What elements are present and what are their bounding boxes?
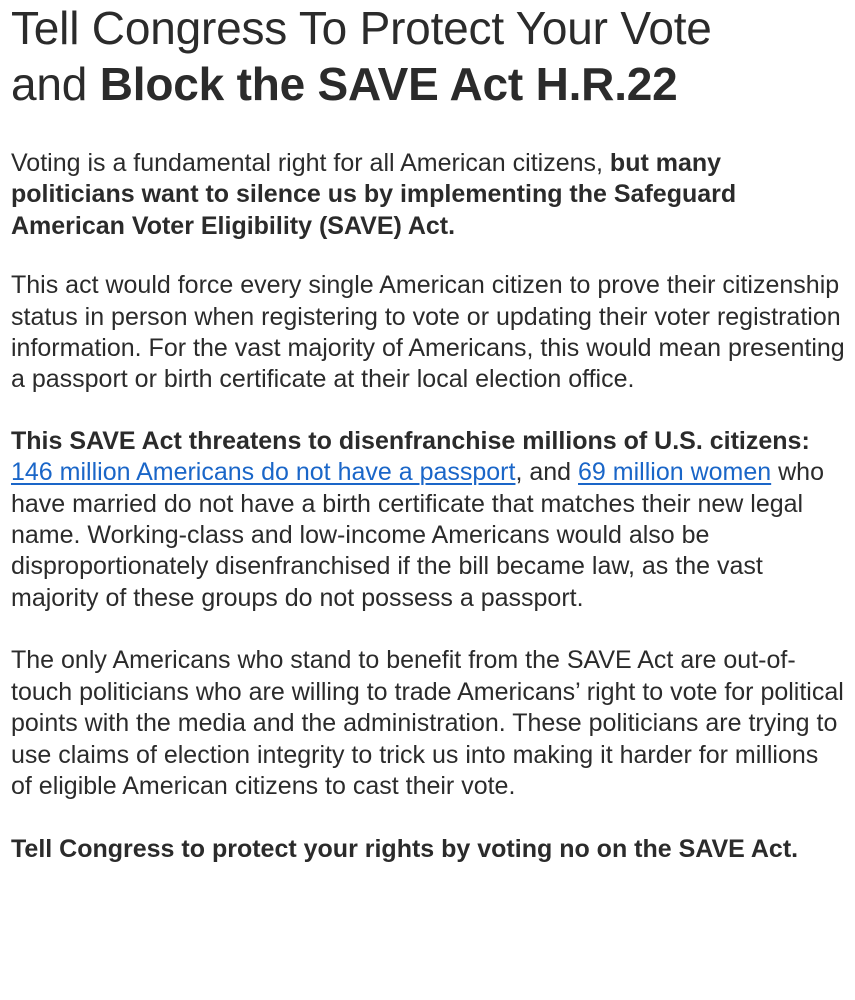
intro-paragraph [11,148,845,242]
headline-line-1: Tell Congress To Protect Your Vote [11,2,712,54]
beneficiaries-paragraph: The only Americans who stand to benefit from the SAVE Act are out-of-touch politicians who are willing to trade Americans’ right to vote for political points with the media and the administration. These politicians are trying to use claims of election integrity to trick us into making it harder for millions of eligible American citizens to cast their vote. [11,646,844,800]
passport-statistic-link[interactable]: 146 million Americans do not have a passport [11,458,516,487]
headline-bold: Block the SAVE Act H.R.22 [99,58,678,110]
threat-between-text: , and [515,458,579,487]
headline-prefix: and [11,58,100,110]
intro-bold-text: but many politicians want to silence us by implementing the Safeguard American Voter Eligibility (SAVE) Act. [11,149,737,240]
intro-text: Voting is a fundamental right for all American citizens, [11,149,610,177]
threat-bold-text: This SAVE Act threatens to disenfranchise millions of U.S. citizens: [11,426,810,455]
page-title [11,0,845,112]
call-to-action-text: Tell Congress to protect your rights by voting no on the SAVE Act. [11,835,799,864]
call-to-action [11,834,845,865]
threat-rest-text: who have married do not have a birth certificate that matches their new legal name. Working-class and low-income Americans would also be disproportionately disenfranchised if the bill became law, as the vast majority of these groups do not possess a passport. [11,458,824,612]
threat-paragraph [11,426,845,614]
married-women-statistic-link[interactable]: 69 million women [578,458,772,487]
explanation-paragraph: This act would force every single American citizen to prove their citizenship status in person when registering to vote or updating their voter registration information. For the vast majority of Americans, this would mean presenting a passport or birth certificate at their local election office. [11,271,845,394]
